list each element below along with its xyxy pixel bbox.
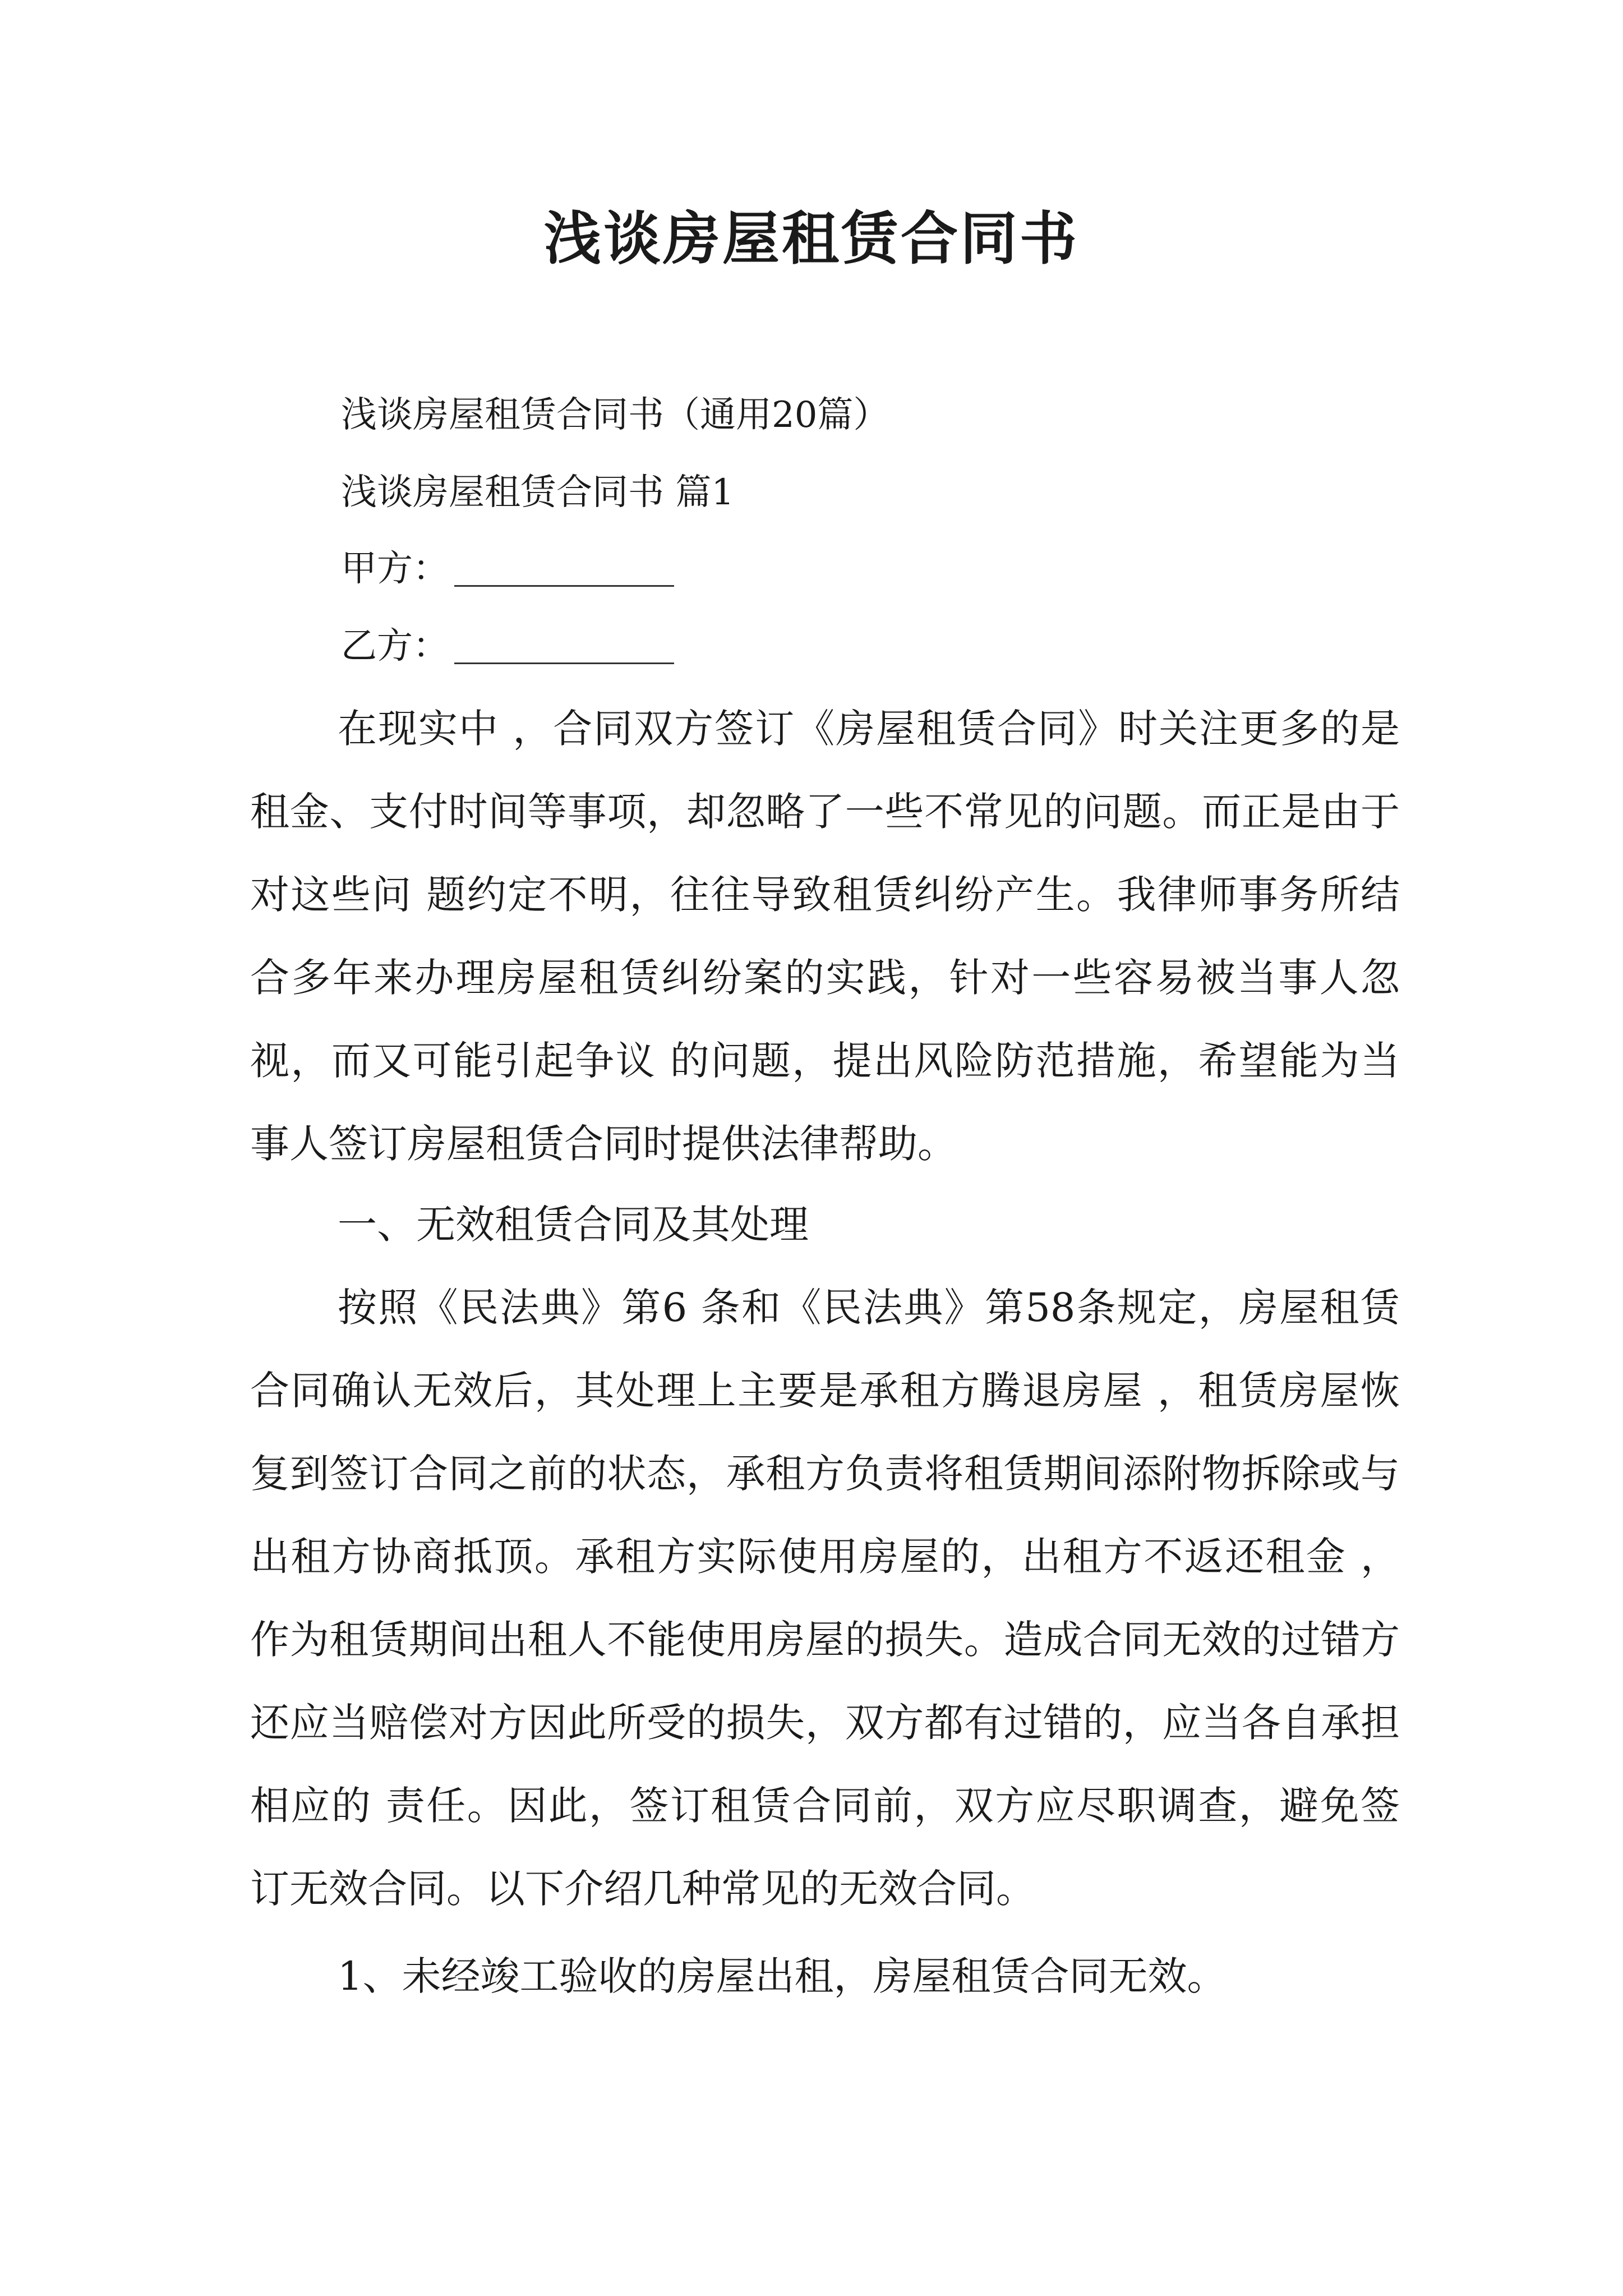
document-title: 浅谈房屋租赁合同书 (544, 206, 1079, 273)
section-heading: 浅谈房屋租赁合同书 篇1 (341, 472, 735, 513)
list-item: 1、未经竣工验收的房屋出租，房屋租赁合同无效。 (338, 1953, 1227, 1999)
party-a-blank (454, 551, 674, 587)
document-subtitle: 浅谈房屋租赁合同书（通用20篇） (341, 394, 889, 436)
party-a-line (341, 548, 674, 590)
paragraph-invalid-contracts: 按照《民法典》第6 条和《民法典》第58条规定，房屋租赁合同确认无效后，其处理上主要是承租方腾退房屋 ，租赁房屋恢复到签订合同之前的状态，承租方负责将租赁期间添附物拆除或与出租方协商抵顶。承租方实际使用房屋的，出租方不返还租金 ，作为租赁期间出租人不能使用房屋的损失。造成合同无效的过错方还应当赔偿对方因此所受的损失，双方都有过错的，应当各自承担相应的 责任。因此，签订租赁合同前，双方应尽职调查，避免签订无效合同。以下介绍几种常见的无效合同。 (250, 1285, 1400, 1912)
document-body (250, 687, 1400, 2018)
party-b-line (341, 625, 674, 667)
party-a-label: 甲方： (341, 548, 449, 590)
party-b-label: 乙方： (341, 625, 449, 667)
heading-invalid-contracts: 一、无效租赁合同及其处理 (338, 1202, 809, 1248)
party-b-blank (454, 629, 674, 664)
intro-paragraph: 在现实中 ，合同双方签订《房屋租赁合同》时关注更多的是租金、支付时间等事项，却忽略了一些不常见的问题。而正是由于对这些问 题约定不明，往往导致租赁纠纷产生。我律师事务所结合多年来办理房屋租赁纠纷案的实践，针对一些容易被当事人忽视，而又可能引起争议 的问题，提出风险防范措施，希望能为当事人签订房屋租赁合同时提供法律帮助。 (250, 706, 1400, 1167)
